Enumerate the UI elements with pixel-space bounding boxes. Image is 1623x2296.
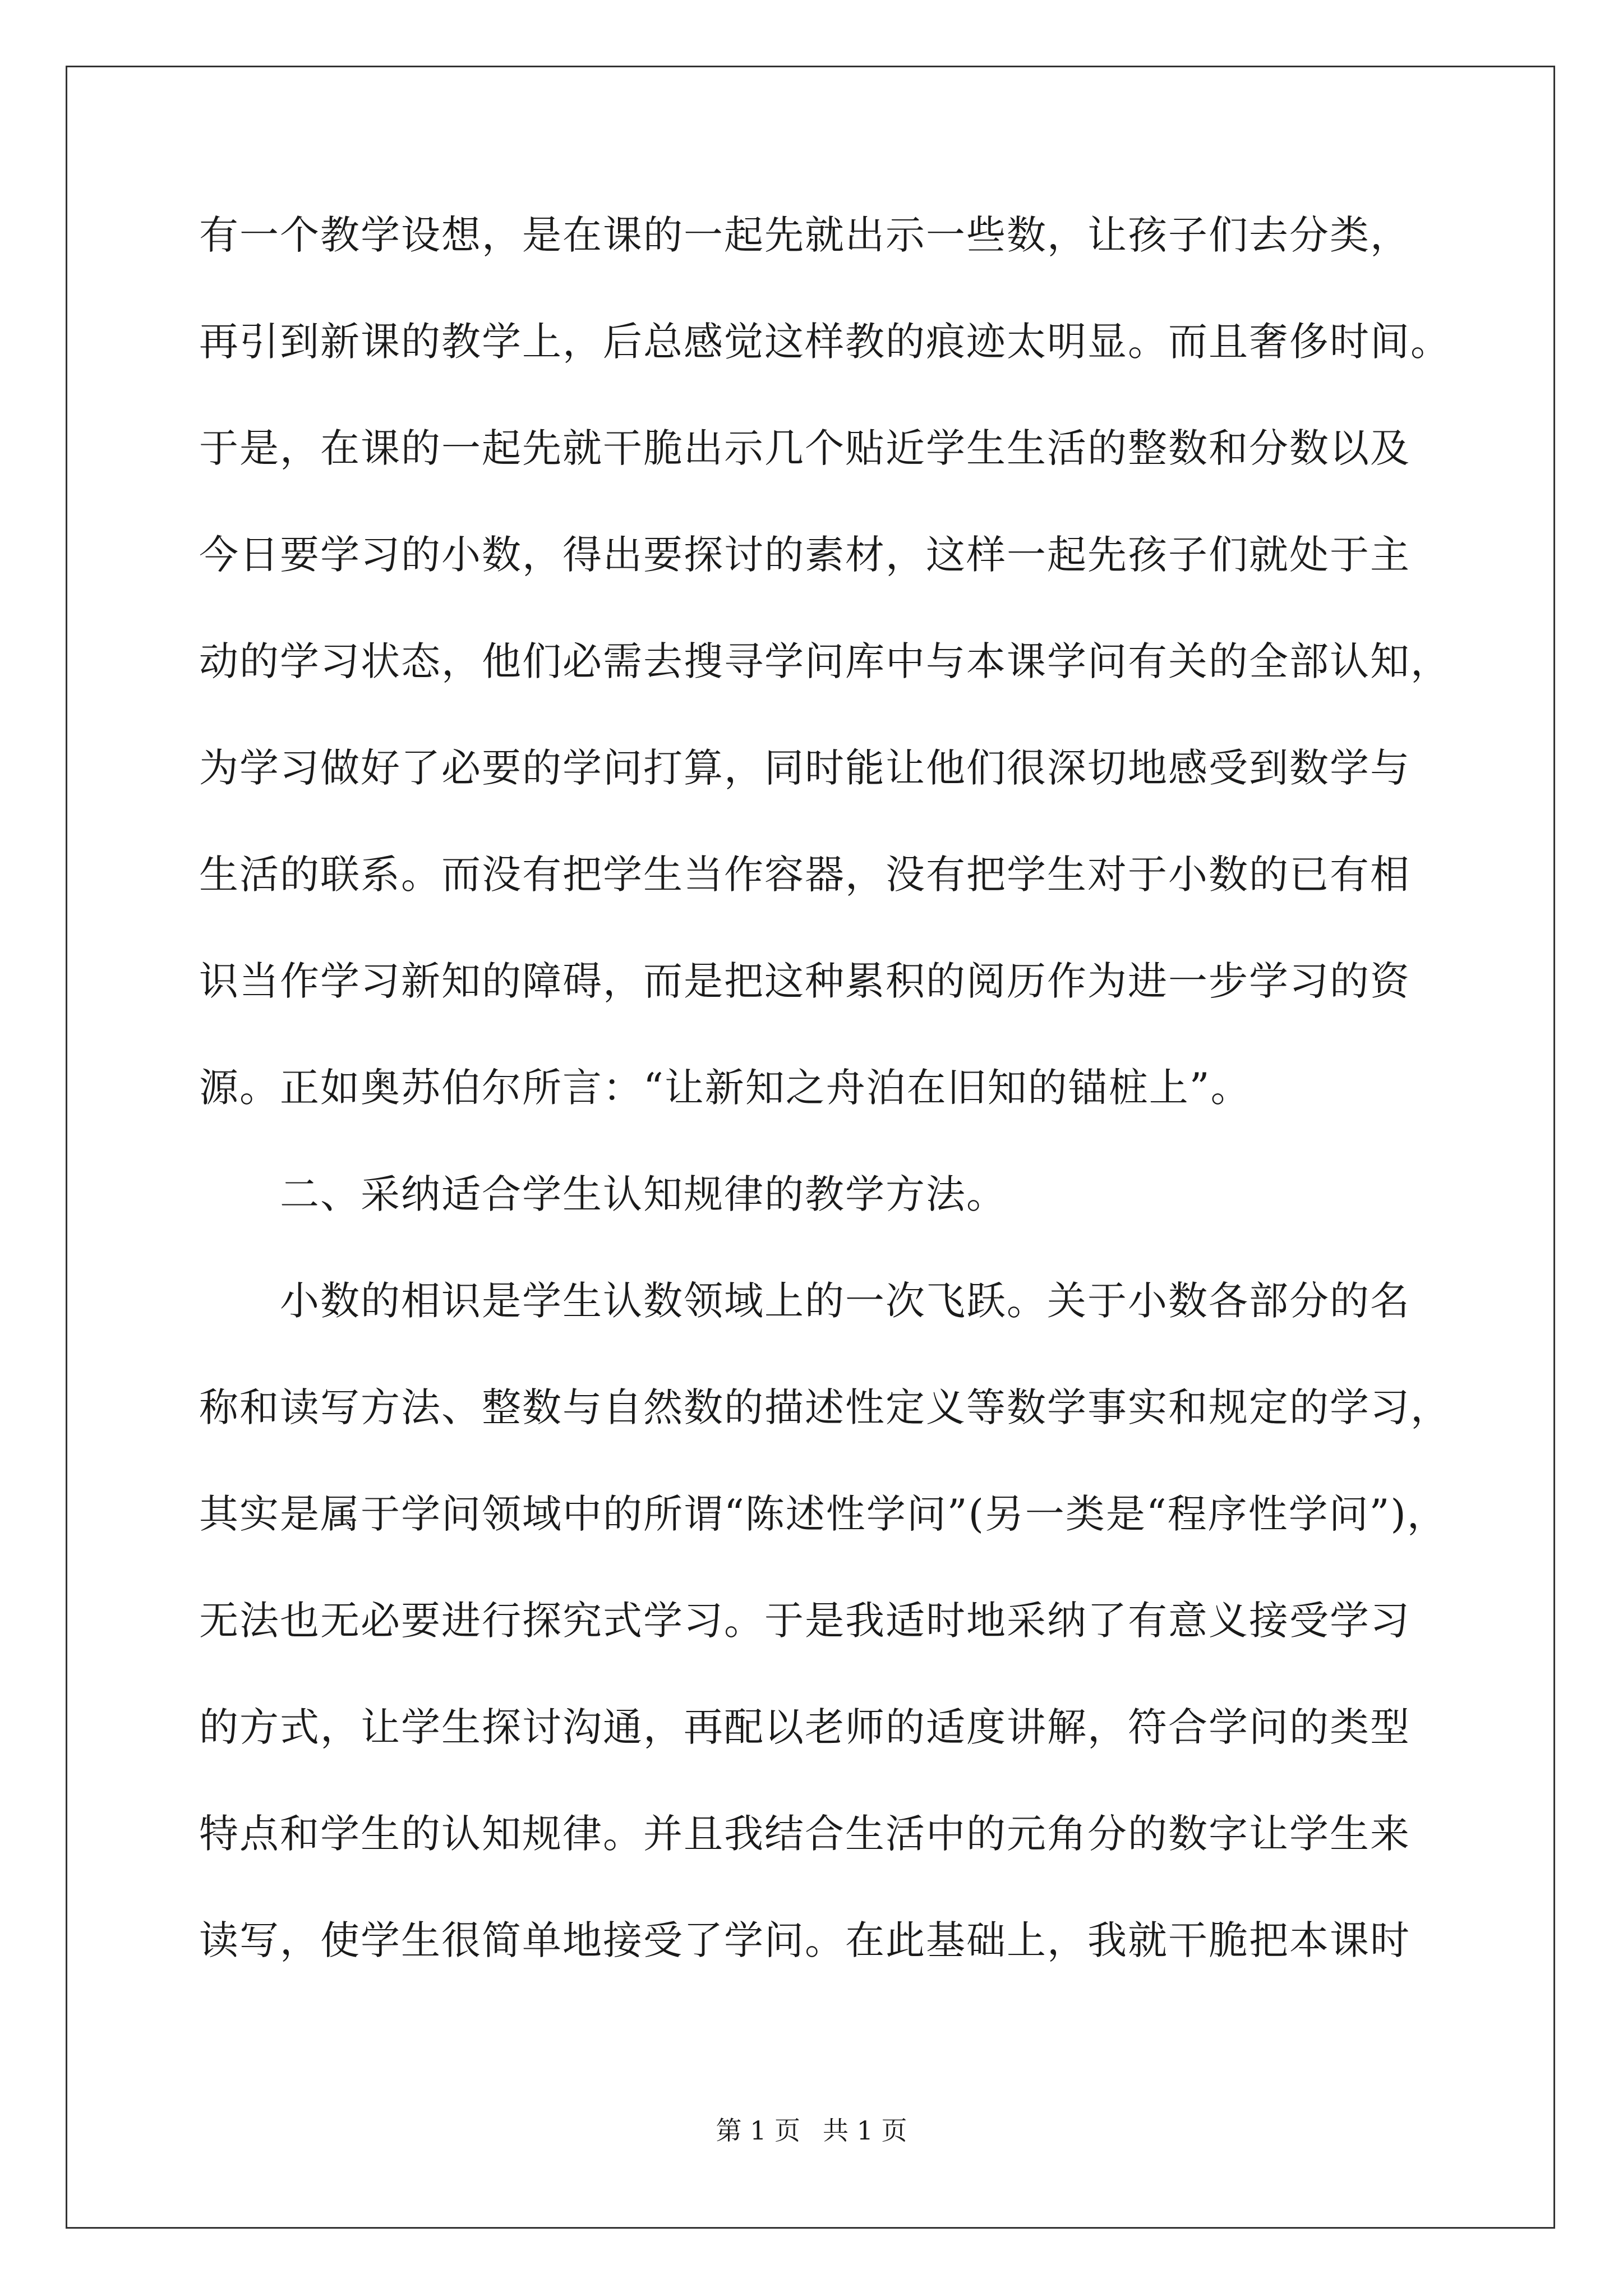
text-line: 读写，使学生很简单地接受了学问。在此基础上，我就干脆把本课时 [199,1917,1410,1963]
text-line: 为学习做好了必要的学问打算，同时能让他们很深切地感受到数学与 [199,745,1410,791]
text-line: 有一个教学设想，是在课的一起先就出示一些数，让孩子们去分类， [199,212,1410,258]
text-line: 无法也无必要进行探究式学习。于是我适时地采纳了有意义接受学习 [199,1598,1410,1644]
page-total: 共 1 页 [823,2115,907,2146]
text-line: 特点和学生的认知规律。并且我结合生活中的元角分的数字让学生来 [199,1811,1410,1857]
text-line: 称和读写方法、整数与自然数的描述性定义等数学事实和规定的学习， [199,1384,1451,1430]
text-line: 再引到新课的教学上，后总感觉这样教的痕迹太明显。而且奢侈时间。 [199,319,1451,365]
document-body [199,204,1451,2016]
text-line: 源。正如奥苏伯尔所言：“让新知之舟泊在旧知的锚桩上”。 [199,1065,1251,1111]
page-number: 第 1 页 [716,2115,800,2146]
text-line: 的方式，让学生探讨沟通，再配以老师的适度讲解，符合学问的类型 [199,1704,1410,1750]
text-line: 小数的相识是学生认数领域上的一次飞跃。关于小数各部分的名 [199,1278,1410,1324]
page-footer [0,2114,1623,2147]
text-line: 于是，在课的一起先就干脆出示几个贴近学生生活的整数和分数以及 [199,425,1410,471]
text-line: 其实是属于学问领域中的所谓“陈述性学问”(另一类是“程序性学问”)， [199,1491,1447,1537]
text-line: 今日要学习的小数，得出要探讨的素材，这样一起先孩子们就处于主 [199,532,1410,578]
text-line: 生活的联系。而没有把学生当作容器，没有把学生对于小数的已有相 [199,852,1410,898]
text-line: 动的学习状态，他们必需去搜寻学问库中与本课学问有关的全部认知， [199,638,1451,684]
section-heading: 二、采纳适合学生认知规律的教学方法。 [199,1171,1007,1217]
text-line: 识当作学习新知的障碍，而是把这种累积的阅历作为进一步学习的资 [199,958,1410,1004]
